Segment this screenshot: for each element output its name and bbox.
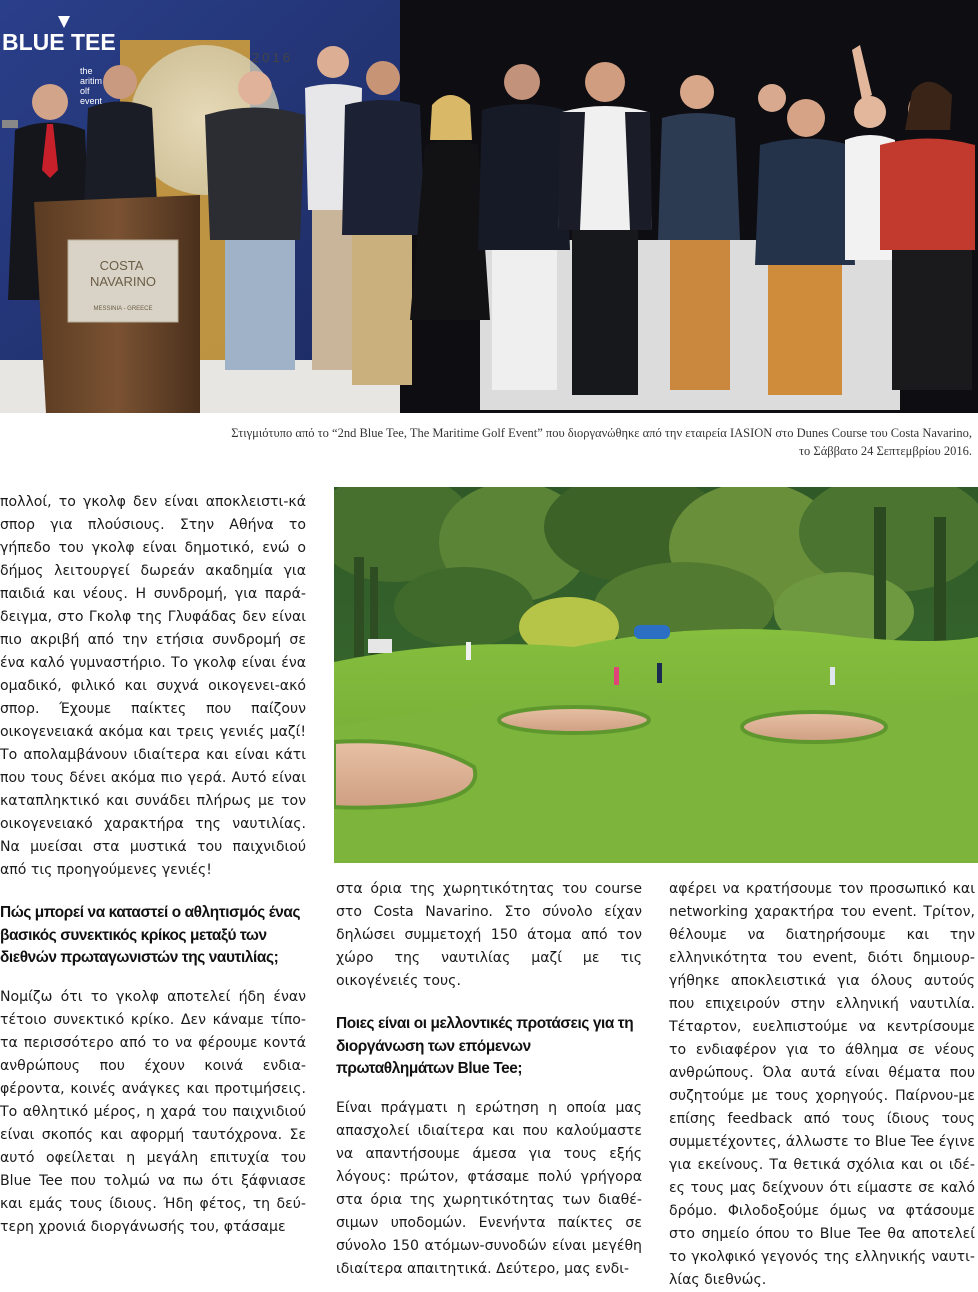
answer-paragraph-3: αφέρει να κρατήσουμε τον προσωπικό και networking χαρακτήρα του event. Τρίτον, θέλουμε να διατηρήσουμε και την ελληνικότητα του event, διότι δημιουρ-γήθηκε αποκλειστικά για όλους αυτούς που επιχειρούν στην ελληνική ναυτιλία. Τέταρτον, ευελπιστούμε να κεντρίσουμε το ενδιαφέρον για το άθλημα σε νέους ανθρώπους. Όλα αυτά είναι θέματα που συζητούμε με τους χορηγούς. Παίρνου-με επίσης feedback από τους ίδιους τους συμμετέχοντες, άλλωστε το Blue Tee έγινε για εκείνους. Τα θετικά σχόλια και οι ιδέ-ες τους μας δείχνουν ότι είμαστε σε καλό δρόμο. Φιλοδοξούμε όμως να φτάσουμε στο σημείο όπου το Blue Tee θα αποτελεί το γκολφικό γεγονός της ελληνικής ναυτι-λίας διεθνώς. [669,881,975,1288]
caption-line-2: το Σάββατο 24 Σεπτεμβρίου 2016. [799,444,972,458]
microphone-icon [2,120,18,128]
banner-sub-4: event [80,96,103,106]
answer-paragraph-2: Είναι πράγματι η ερώτηση η οποία μας απασχολεί ιδιαίτερα και που καλούμαστε να απαντήσουμε άμεσα για τους εξής λόγους: πρώτον, φτάσαμε πολύ γρήγορα στα όρια της χωρητικότητας των διαθέ-σιμων υποδομών. Ενενήντα παίκτες σε σύνολο 150 ατόμων-συνοδών είναι μεγέθη ιδιαίτερα απαιτητικά. Δεύτερο, μας ενδι- [336,1099,642,1277]
question-heading-1: Πώς μπορεί να καταστεί ο αθλητισμός ένας βασικός συνεκτικός κρίκος μεταξύ των διεθνών πρωταγωνιστών της ναυτιλίας; [0,904,301,966]
sand-bunker [742,712,886,742]
event-photo [0,0,978,413]
banner-sub-1: the [80,66,93,76]
article-column-2 [336,878,642,1281]
banner-year: 2016 [252,50,293,65]
banner-logo: BLUE TEE [2,29,116,55]
sponsor-sign [634,625,670,639]
banner-sub-2: aritim [80,76,102,86]
article-column-1 [0,491,306,1239]
banner-sub-3: olf [80,86,90,96]
podium-logo: COSTA NAVARINO [90,258,156,289]
podium-sub: MESSINIA - GREECE [93,306,153,312]
caption-line-1: Στιγμιότυπο από το “2nd Blue Tee, The Maritime Golf Event” που διοργανώθηκε από την εταιρεία IASION στο Dunes Course του Costa Navarino, [231,426,972,440]
golf-course-photo [334,487,978,863]
answer-paragraph-1: Νομίζω ότι το γκολφ αποτελεί ήδη έναν τέτοιο συνεκτικό κρίκο. Δεν κάναμε τίπο-τα περισσότερο από το να φέρουμε κοντά ανθρώπους που έχουν κοινά ενδια-φέροντα, κοινές ανάγκες και προτιμήσεις. Το αθλητικό μέρος, η χαρά του παιχνιδιού είναι σκοπός και αφορμή ταυτόχρονα. Σε αυτό οφείλεται η μεγάλη επιτυχία του Blue Tee που τολμώ να πω ότι ξάφνιασε και εμάς τους ίδιους. Ήδη φέτος, τη δεύ-τερη χρονιά διοργάνωσής του, φτάσαμε [0,988,306,1235]
sand-bunker [499,707,649,733]
golf-cart [368,639,392,653]
article-intro-paragraph: πολλοί, το γκολφ δεν είναι αποκλειστι-κά σπορ για πλούσιους. Στην Αθήνα το γήπεδο του γκολφ είναι δημοτικό, ενώ ο δήμος λειτουργεί δωρεάν ακαδημία για παιδιά και νέους. Η συνδρομή, για παρά-δειγμα, στο Γκολφ της Γλυφάδας δεν είναι πιο ακριβή από την ετήσια συνδρομή σε ένα καλό γυμναστήριο. Το γκολφ είναι ένα ομαδικό, φιλικό και συχνά οικογενει-ακό σπορ. Έχουμε παίκτες που παίζουν οικογενειακά ακόμα και τρεις γενιές μαζί! Το απολαμβάνουν ιδιαίτερα και είναι κάτι που τους δένει ακόμα πιο γερά. Αυτό είναι καταπληκτικό και συνάδει πλήρως με τον οικογενειακό χαρακτήρα της ναυτιλίας. Να μυείσαι στα μυστικά του παιχνιδιού από τις προηγούμενες γενιές! [0,494,306,878]
continuation-paragraph: στα όρια της χωρητικότητας του course στο Costa Navarino. Στο σύνολο είχαν δηλώσει συμμετοχή 150 άτομα από τον χώρο της ναυτιλίας μαζί με τις οικογένειές τους. [336,881,642,989]
article-column-3 [669,878,975,1292]
question-heading-2: Ποιες είναι οι μελλοντικές προτάσεις για τη διοργάνωση των επόμενων πρωταθλημάτων Blue Tee; [336,1015,634,1077]
photo-caption [72,424,972,460]
